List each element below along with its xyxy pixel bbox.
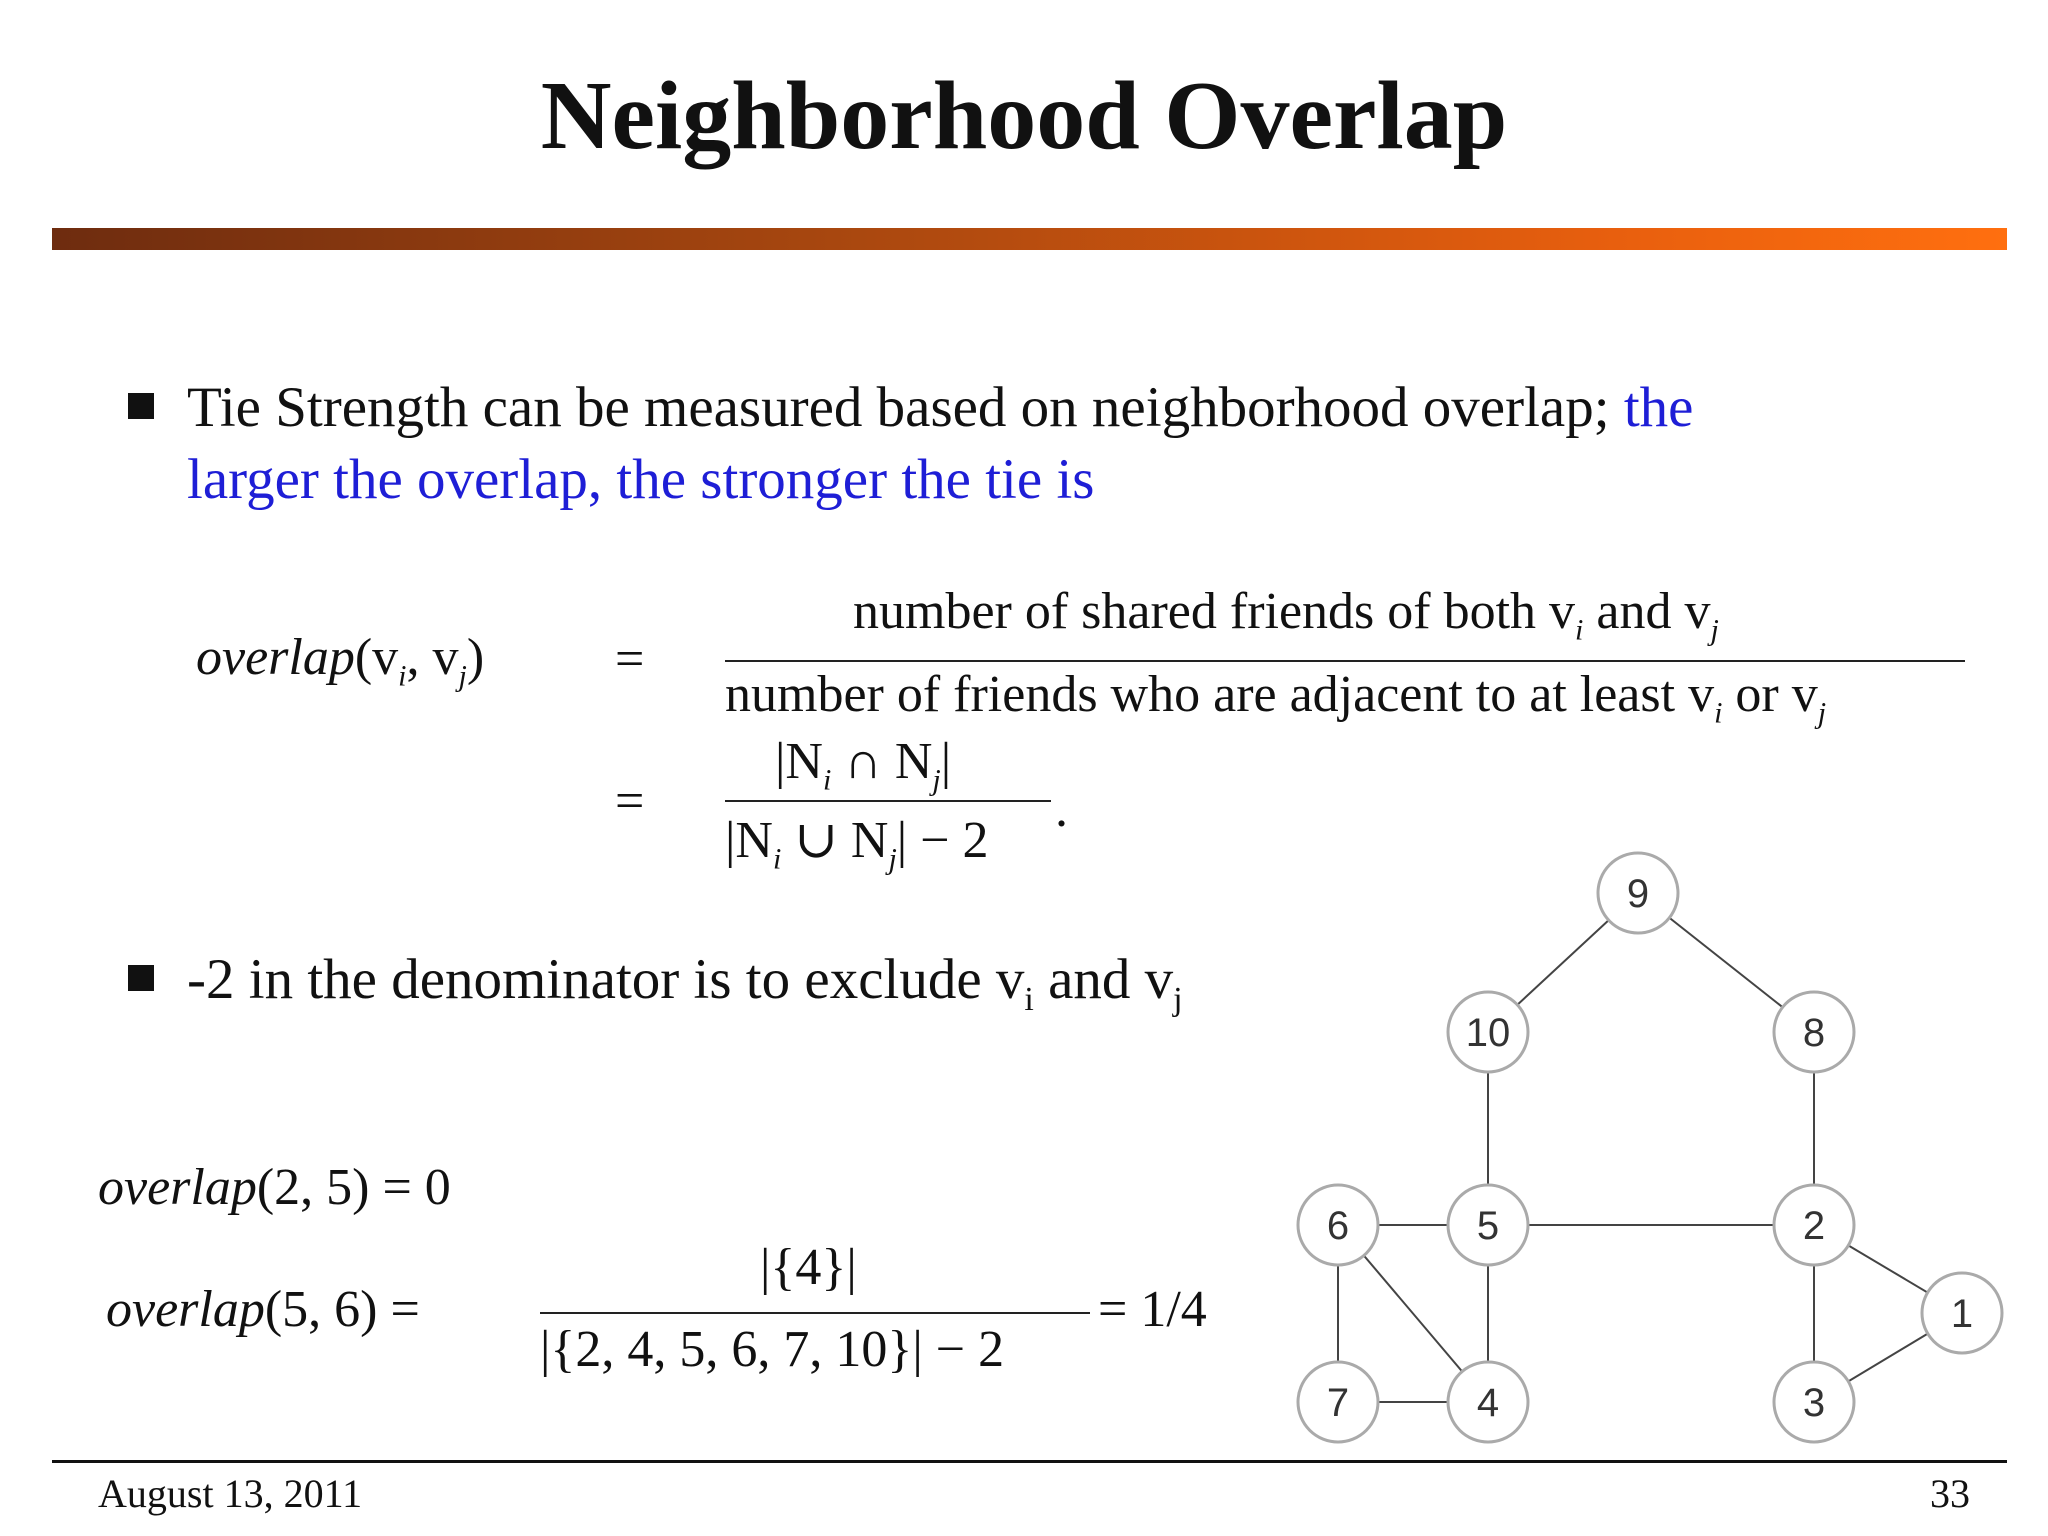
svg-text:2: 2 [1802, 1204, 1826, 1248]
footer-rule [52, 1460, 2007, 1463]
bullet-1-text: Tie Strength can be measured based on neighborhood overlap; [187, 376, 1624, 439]
graph-node [1598, 853, 1678, 933]
graph-edges [1338, 893, 1962, 1402]
svg-text:9: 9 [1626, 872, 1650, 916]
svg-text:7: 7 [1326, 1381, 1350, 1425]
bullet-1-highlight-start: the [1623, 376, 1694, 439]
formula-denominator-1: number of friends who are adjacent to at least $v_i$ or $v_j$ [725, 666, 1827, 730]
graph-node [1774, 1185, 1854, 1265]
svg-text:6: 6 [1326, 1204, 1350, 1248]
svg-text:8: 8 [1802, 1011, 1826, 1055]
bullet-2-text: -2 in the denominator is to exclude $v_i$ and $v_j$ [187, 948, 1183, 1018]
graph-nodes [1298, 853, 2002, 1442]
bullet-1-line-2: larger the overlap, the stronger the tie is [187, 448, 1095, 511]
graph-node [1922, 1273, 2002, 1353]
graph-node [1448, 1185, 1528, 1265]
footer-date: August 13, 2011 [98, 1471, 363, 1516]
formula-lhs: $overlap(v_i$, $v_j$) [196, 629, 485, 693]
formula-equals-1: = [615, 631, 645, 688]
formula-denominator-2: $|N_i$ ∪ $N_j| - 2$ [725, 812, 989, 876]
graph-node [1448, 992, 1528, 1072]
graph-node [1774, 1362, 1854, 1442]
graph-node [1298, 1185, 1378, 1265]
svg-text:3: 3 [1802, 1381, 1826, 1425]
svg-text:5: 5 [1476, 1204, 1500, 1248]
example-2-numerator: |{4}| [760, 1239, 857, 1296]
svg-text:4: 4 [1476, 1381, 1500, 1425]
slide-title: Neighborhood Overlap [540, 62, 1508, 170]
graph-node [1298, 1362, 1378, 1442]
formula-equals-2: = [615, 773, 645, 830]
svg-text:10: 10 [1465, 1011, 1511, 1055]
example-2-denominator: |{2, 4, 5, 6, 7, 10}| − 2 [540, 1321, 1005, 1378]
graph-node [1774, 992, 1854, 1072]
graph-node [1448, 1362, 1528, 1442]
formula-numerator-2: $|N_i$ ∩ $N_j|$ [775, 733, 952, 797]
example-1: overlap(2, 5) = 0 [98, 1159, 451, 1216]
formula-period: . [1055, 781, 1068, 838]
example-2-result: = 1/4 [1098, 1281, 1207, 1338]
example-2-lhs: overlap(5, 6) = [106, 1281, 420, 1338]
formula-numerator-1: number of shared friends of both $v_i$ and $v_j$ [853, 583, 1719, 647]
svg-text:1: 1 [1950, 1292, 1974, 1336]
footer-page-number: 33 [1930, 1471, 1970, 1516]
